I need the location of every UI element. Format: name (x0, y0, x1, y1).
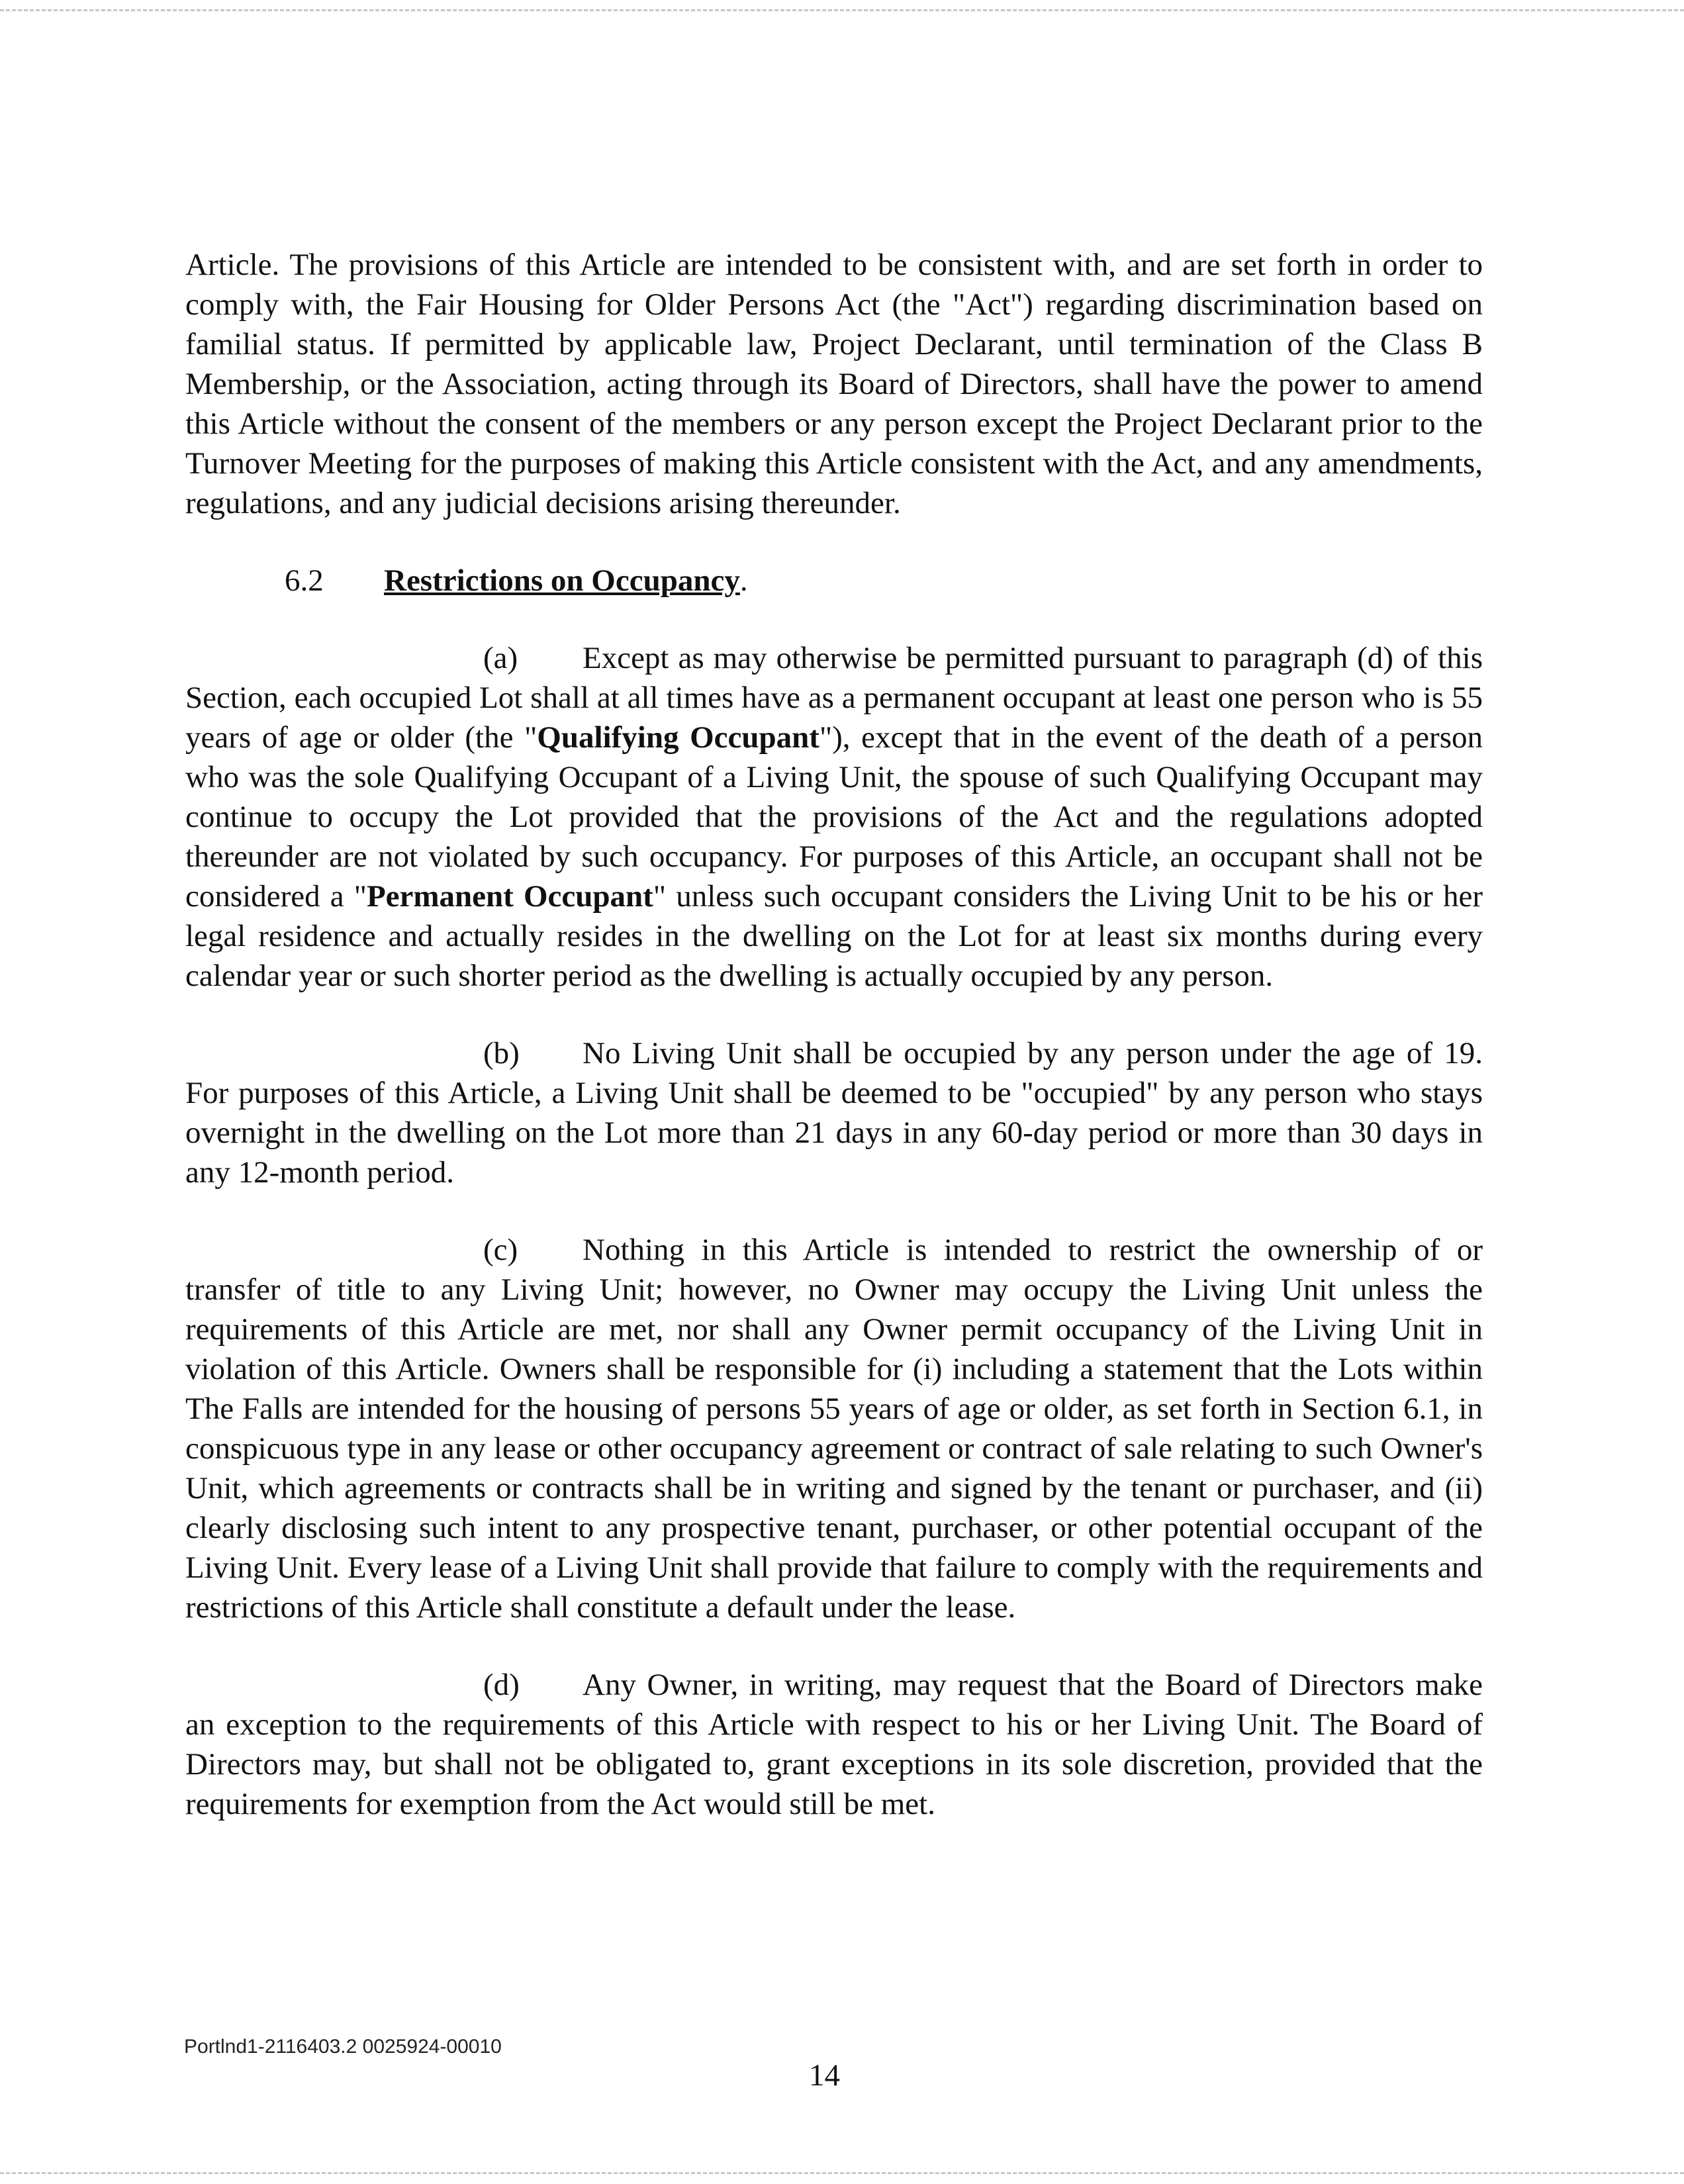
paragraph-d (185, 1665, 1483, 1824)
paragraph-b (185, 1033, 1483, 1192)
paragraph-c-label: (c) (483, 1233, 518, 1267)
paragraph-a-label: (a) (483, 641, 518, 675)
paragraph-d-label: (d) (483, 1668, 520, 1702)
document-code: Portlnd1-2116403.2 0025924-00010 (184, 2036, 502, 2058)
paragraph-c-text: Nothing in this Article is intended to restrict the ownership of or transfer of title to any Living Unit; however, no Owner may occupy the Living Unit unless the requirements of this Article are met, nor shall any Owner permit occupancy of the Living Unit in violation of this Article. Owners shall be responsible for (i) including a statement that the Lots within The Falls are intended for the housing of persons 55 years of age or older, as set forth in Section 6.1, in conspicuous type in any lease or other occupancy agreement or contract of sale relating to such Owner's Unit, which agreements or contracts shall be in writing and signed by the tenant or purchaser, and (ii) clearly disclosing such intent to any prospective tenant, purchaser, or other potential occupant of the Living Unit. Every lease of a Living Unit shall provide that failure to comply with the requirements and restrictions of this Article shall constitute a default under the lease. (185, 1233, 1483, 1625)
document-page (185, 245, 1483, 1824)
intro-paragraph (185, 245, 1483, 523)
section-number: 6.2 (285, 563, 324, 598)
term-qualifying-occupant: Qualifying Occupant (537, 720, 819, 755)
scan-edge-bottom (0, 2172, 1684, 2174)
paragraph-a-text-2: "), except that in the event of the death of a person who was the sole Qualifying Occupant of a Living Unit, the spouse of such Qualifying Occupant may continue to occupy the Lot provided that the provisions of the Act and the regulations adopted thereunder are not violated by such occupancy. For purposes of this Article, an occupant shall not be considered a " (185, 720, 1483, 914)
section-heading (185, 561, 1483, 600)
paragraph-d-text: Any Owner, in writing, may request that the Board of Directors make an exception to the requirements of this Article with respect to his or her Living Unit. The Board of Directors may, but shall not be obligated to, grant exceptions in its sole discretion, provided that the requirements for exemption from the Act would still be met. (185, 1668, 1483, 1821)
paragraph-a (185, 638, 1483, 996)
section-title: Restrictions on Occupancy (384, 563, 740, 598)
paragraph-c (185, 1230, 1483, 1627)
scan-edge-top (0, 9, 1684, 11)
section-title-period: . (739, 563, 748, 598)
term-permanent-occupant: Permanent Occupant (366, 879, 653, 914)
paragraph-a-text-1: Except as may otherwise be permitted pursuant to paragraph (d) of this Section, each occupied Lot shall at all times have as a permanent occupant at least one person who is 55 years of age or older (the " (185, 641, 1483, 755)
paragraph-b-text: No Living Unit shall be occupied by any person under the age of 19. For purposes of this Article, a Living Unit shall be deemed to be "occupied" by any person who stays overnight in the dwelling on the Lot more than 21 days in any 60-day period or more than 30 days in any 12-month period. (185, 1036, 1483, 1190)
page-number: 14 (809, 2058, 840, 2093)
paragraph-b-label: (b) (483, 1036, 520, 1070)
intro-text-1: Article. The provisions of this Article are intended to be consistent with, and are set forth in order to comply with, the Fair Housing for Older Persons Act (the "Act") regarding discrimination based on familial status. If permitted by applicable law, Project Declarant, until termination of the Class B Membership, or the Association, acting through its Board of Directors, shall have the power to amend this Article without the consent of the members or any person except the Project Declarant prior to the Turnover Meeting for the purposes of making this Article consistent with the Act, and any amendments, regulations, and any judicial decisions arising thereunder. (185, 248, 1483, 520)
paragraph-a-text-3: " unless such occupant considers the Living Unit to be his or her legal residence and actually resides in the dwelling on the Lot for at least six months during every calendar year or such shorter period as the dwelling is actually occupied by any person. (185, 879, 1483, 993)
